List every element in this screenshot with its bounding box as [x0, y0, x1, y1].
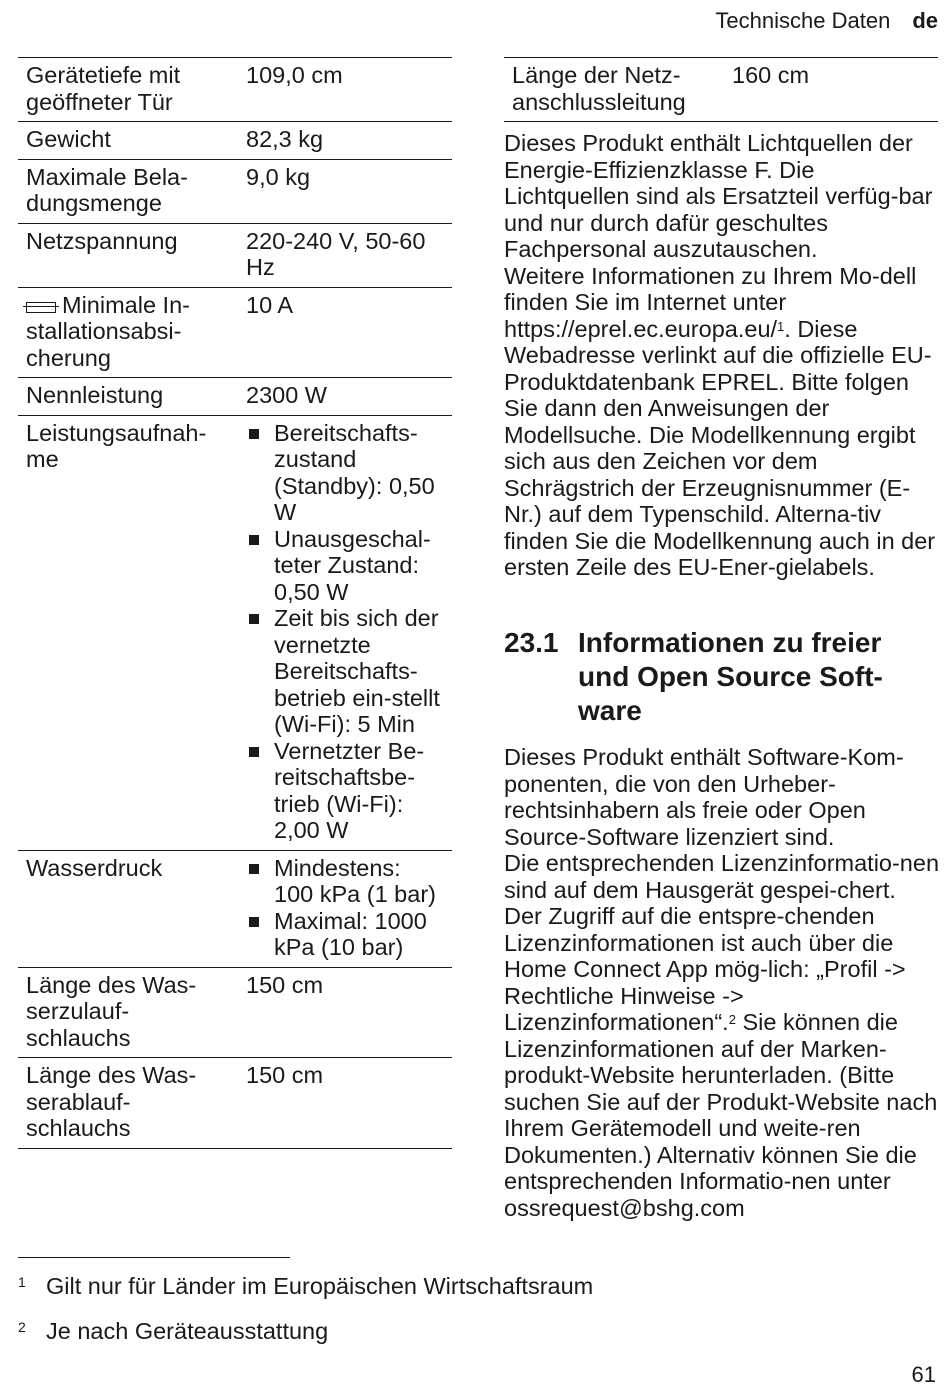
spec-label: Nennleistung [18, 378, 238, 416]
footnote [18, 1318, 328, 1344]
spec-label: Länge des Was-serablauf-schlauchs [18, 1058, 238, 1149]
spec-label: Netzspannung [18, 223, 238, 287]
table-row [18, 378, 452, 416]
spec-table [18, 57, 452, 1149]
table-row [18, 415, 452, 850]
text-run: Sie können die Lizenzinformationen auf der Marken-produkt-Website herunterladen. (Bitte suchen Sie auf der Produkt-Website nach Ihrem Gerätemodell und weite-ren Dokumenten.) Alternativ können Sie die entsprechenden Informatio-nen unter ossrequest@bshg.com [504, 1009, 938, 1221]
text-run: Weitere Informationen zu Ihrem Mo-dell finden Sie im Internet unter https://eprel.ec.europa.eu/ [504, 262, 917, 342]
page-header [715, 8, 938, 34]
list-item: Mindestens: 100 kPa (1 bar) [246, 855, 446, 908]
spec-label: Maximale Bela-dungsmenge [18, 159, 238, 223]
spec-label: Gerätetiefe mit geöffneter Tür [18, 58, 238, 122]
text-run: . Diese Webadresse verlinkt auf die offizielle EU-Produktdatenbank EPREL. Bitte folgen Sie dann den Anweisungen der Modellsuche. Die Modellkennung ergibt sich aus den Zeichen vor dem Schrägstrich der Erzeugnisnummer (E-Nr.) auf dem Typenschild. Alterna-tiv finden Sie die Modellkennung auch in der ersten Zeile des EU-Ener-gielabels. [504, 315, 936, 580]
spec-label: Länge der Netz-anschlussleitung [504, 58, 724, 122]
spec-label: Gewicht [18, 122, 238, 160]
cable-length-table [504, 57, 938, 122]
spec-value: 9,0 kg [238, 159, 452, 223]
spec-value-list [238, 850, 452, 967]
spec-value: 109,0 cm [238, 58, 452, 122]
table-row [18, 159, 452, 223]
table-row [18, 967, 452, 1058]
table-row [18, 223, 452, 287]
spec-value-list [238, 415, 452, 850]
spec-value: 150 cm [238, 967, 452, 1058]
spec-value: 2300 W [238, 378, 452, 416]
spec-value: 160 cm [724, 58, 938, 122]
paragraph: Dieses Produkt enthält Lichtquellen der Energie-Effizienzklasse F. Die Lichtquellen sind als Ersatzteil verfüg-bar und nur durch dafür geschultes Fachpersonal auszutauschen. [504, 130, 933, 262]
footnote-text: Gilt nur für Länder im Europäischen Wirtschaftsraum [46, 1273, 594, 1299]
fuse-icon [26, 302, 56, 313]
spec-label: Wasserdruck [18, 850, 238, 967]
list-item: Maximal: 1000 kPa (10 bar) [246, 908, 446, 961]
list-item: Bereitschafts-zustand (Standby): 0,50 W [246, 420, 446, 526]
footnote-ref: 1 [777, 318, 785, 334]
footnote-text: Je nach Geräteausstattung [46, 1318, 329, 1344]
page-number: 61 [911, 1362, 936, 1387]
spec-value: 82,3 kg [238, 122, 452, 160]
spec-value: 10 A [238, 287, 452, 378]
table-row [18, 58, 452, 122]
paragraph: Dieses Produkt enthält Software-Kom-ponenten, die von den Urheber-rechtsinhabern als freie oder Open Source-Software lizenziert sind. [504, 744, 904, 850]
table-row [18, 1058, 452, 1149]
footnote [18, 1273, 593, 1299]
language-tag: de [912, 8, 938, 33]
table-row [18, 850, 452, 967]
oss-text [504, 744, 940, 1221]
table-row [18, 122, 452, 160]
section-heading [504, 626, 940, 728]
spec-label-with-icon [18, 287, 238, 378]
running-head: Technische Daten [715, 8, 891, 33]
footnote-divider [18, 1257, 290, 1258]
section-title: Informationen zu freier und Open Source Soft-ware [578, 627, 883, 726]
footnote-number: 1 [18, 1274, 26, 1290]
footnote-ref: 2 [728, 1012, 736, 1027]
light-source-text [504, 130, 940, 581]
table-row [504, 58, 938, 122]
table-row [18, 287, 452, 378]
footnote-number: 2 [18, 1319, 26, 1335]
paragraph [504, 850, 940, 1221]
spec-label: Minimale In-stallationsabsi-cherung [26, 291, 190, 371]
spec-label: Leistungsaufnah-me [18, 415, 238, 850]
paragraph [504, 263, 940, 581]
text-run: Die entsprechenden Lizenzinformatio-nen sind auf dem Hausgerät gespei-chert. Der Zugriff auf die entspre-chenden Lizenzinformationen ist auch über die Home Connect App mög-lich: „Profil -> Rechtliche Hinweise -> Lizenzinformationen“. [504, 850, 940, 1035]
list-item: Unausgeschal-teter Zustand: 0,50 W [246, 526, 446, 606]
list-item: Zeit bis sich der vernetzte Bereitschafts-betrieb ein-stellt (Wi-Fi): 5 Min [246, 605, 446, 738]
list-item: Vernetzter Be-reitschaftsbe-trieb (Wi-Fi): 2,00 W [246, 738, 446, 844]
spec-label: Länge des Was-serzulauf-schlauchs [18, 967, 238, 1058]
spec-value: 220-240 V, 50-60 Hz [238, 223, 452, 287]
section-number: 23.1 [504, 627, 559, 658]
spec-value: 150 cm [238, 1058, 452, 1149]
